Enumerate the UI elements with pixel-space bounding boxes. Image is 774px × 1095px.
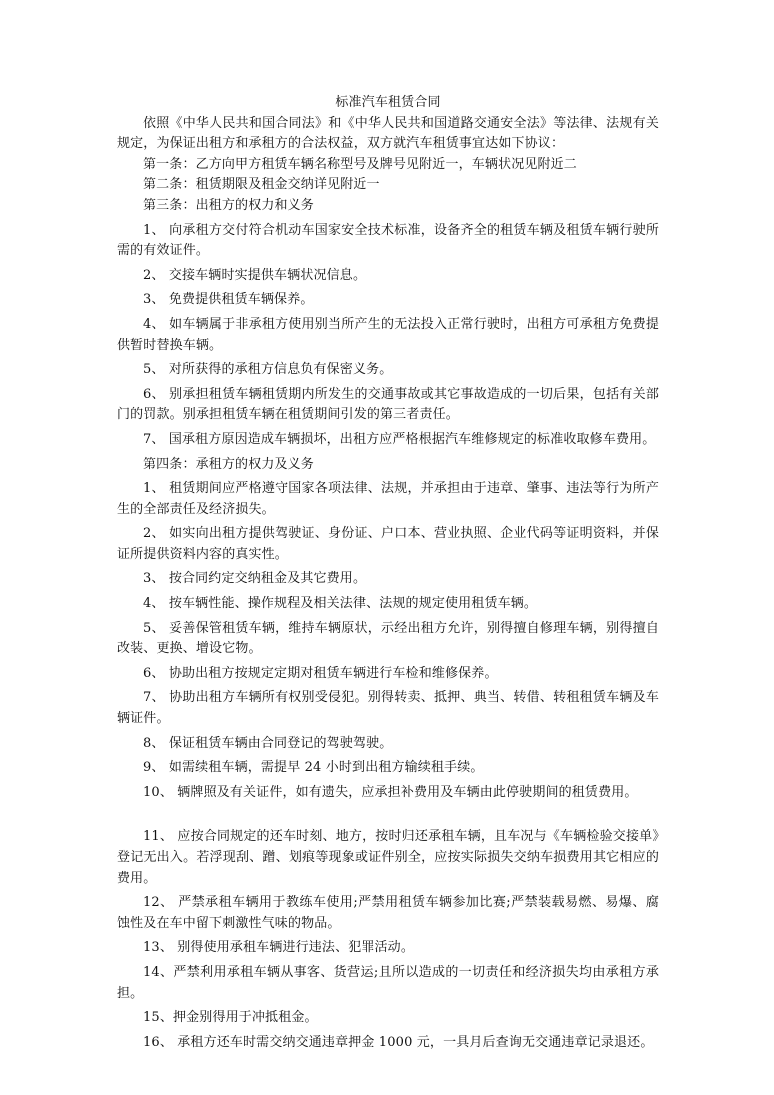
lessee-item: 5、 妥善保管租赁车辆，维持车辆原状，示经出租方允许，别得擅自修理车辆，别得擅自改装、更换、增设它物。 (117, 620, 659, 657)
lessee-item: 12、 严禁承租车辆用于教练车使用;严禁用租赁车辆参加比赛;严禁装载易燃、易爆、腐蚀性及在车中留下刺激性气味的物品。 (117, 895, 659, 931)
lessee-item: 15、押金别得用于冲抵租金。 (143, 1010, 318, 1026)
lessor-item: 6、 别承担租赁车辆租赁期内所发生的交通事故或其它事故造成的一切后果，包括有关部门的罚款。别承担租赁车辆在租赁期间引发的第三者责任。 (117, 386, 659, 423)
lessee-item: 13、 别得使用承租车辆进行违法、犯罪活动。 (143, 940, 414, 956)
lessor-item: 7、 国承租方原因造成车辆损坏，出租方应严格根据汽车维修规定的标准收取修车费用。 (143, 431, 656, 447)
lessor-item: 3、 免费提供租赁车辆保养。 (143, 292, 314, 308)
lessee-item: 16、 承租方还车时需交纳交通违章押金 1000 元，一具月后查询无交通违章记录退还。 (143, 1034, 654, 1050)
lessee-item: 9、 如需续租车辆，需提早 24 小时到出租方输续租手续。 (143, 760, 484, 776)
intro-paragraph: 依照《中华人民共和国合同法》和《中华人民共和国道路交通安全法》等法律、法规有关规定，为保证出租方和承租方的合法权益，双方就汽车租赁事宜达如下协议： (117, 115, 659, 152)
lessee-item: 7、 协助出租方车辆所有权别受侵犯。别得转卖、抵押、典当、转借、转租租赁车辆及车辆证件。 (117, 690, 659, 727)
lessee-item: 2、 如实向出租方提供驾驶证、身份证、户口本、营业执照、企业代码等证明资料，并保证所提供资料内容的真实性。 (117, 526, 659, 562)
lessee-item: 11、 应按合同规定的还车时刻、地方，按时归还承租车辆，且车况与《车辆检验交接单》登记无出入。若浮现刮、蹭、划痕等现象或证件别全，应按实际损失交纳车损费用其它相应的费用。 (117, 829, 659, 886)
lessee-item: 10、 辆牌照及有关证件，如有遗失，应承担补费用及车辆由此停驶期间的租赁费用。 (143, 784, 638, 800)
lessor-item: 2、 交接车辆时实提供车辆状况信息。 (143, 267, 367, 283)
lessee-item: 4、 按车辆性能、操作规程及相关法律、法规的规定使用租赁车辆。 (143, 596, 538, 612)
lessee-item: 14、严禁利用承租车辆从事客、货营运;且所以造成的一切责任和经济损失均由承租方承担。 (117, 964, 659, 1001)
article-4-heading: 第四条：承租方的权力及义务 (143, 456, 314, 472)
lessor-item: 4、 如车辆属于非承租方使用别当所产生的无法投入正常行驶时，出租方可承租方免费提供暂时替换车辆。 (117, 316, 659, 353)
lessee-item: 8、 保证租赁车辆由合同登记的驾驶驾驶。 (143, 735, 393, 751)
lessor-item: 1、 向承租方交付符合机动车国家安全技术标准，设备齐全的租赁车辆及租赁车辆行驶所需的有效证件。 (117, 222, 659, 259)
document-title: 标准汽车租赁合同 (335, 95, 441, 110)
article-3-heading: 第三条：出租方的权力和义务 (143, 197, 314, 213)
lessor-item: 5、 对所获得的承租方信息负有保密义务。 (143, 362, 393, 378)
article-2: 第二条：租赁期限及租金交纳详见附近一 (143, 177, 380, 193)
article-1: 第一条：乙方向甲方租赁车辆名称型号及牌号见附近一，车辆状况见附近二 (143, 156, 577, 172)
contract-body (117, 93, 659, 1053)
blank-line (117, 803, 659, 823)
lessee-item: 1、 租赁期间应严格遵守国家各项法律、法规，并承担由于违章、肇事、违法等行为所产生的全部责任及经济损失。 (117, 481, 659, 517)
lessee-item: 6、 协助出租方按规定定期对租赁车辆进行车检和维修保养。 (143, 665, 498, 681)
lessee-item: 3、 按合同约定交纳租金及其它费用。 (143, 571, 367, 587)
